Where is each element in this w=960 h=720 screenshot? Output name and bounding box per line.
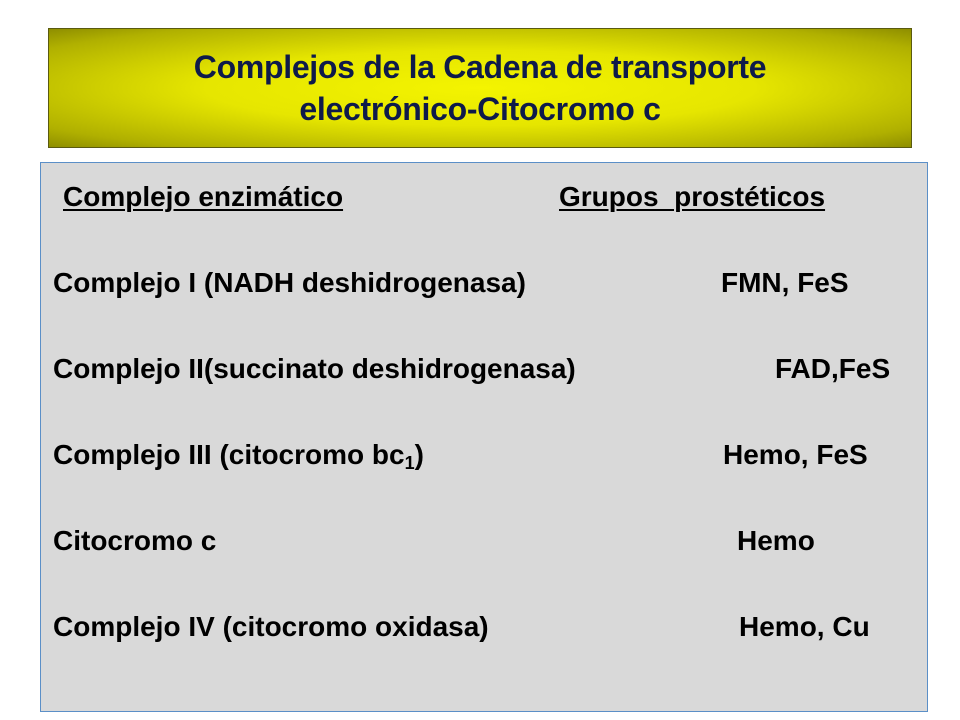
header-groups: Grupos prostéticos xyxy=(559,181,826,212)
row-enzyme: Complejo IV (citocromo oxidasa) xyxy=(53,611,489,642)
header-enzyme: Complejo enzimático xyxy=(63,181,344,212)
row-enzyme: Complejo I (NADH deshidrogenasa) xyxy=(53,267,526,298)
row-groups: Hemo, Cu xyxy=(739,611,870,642)
table-row xyxy=(41,521,927,561)
row-groups: Hemo, FeS xyxy=(723,439,868,470)
title-line-1: Complejos de la Cadena de transporte xyxy=(193,49,767,85)
title-banner xyxy=(48,28,912,148)
row-enzyme: Citocromo c xyxy=(53,525,217,556)
row-enzyme-text: Complejo III (citocromo bc xyxy=(53,439,405,470)
table-header-row xyxy=(41,177,927,217)
row-enzyme xyxy=(53,435,424,475)
row-groups: FMN, FeS xyxy=(721,267,849,298)
table-row xyxy=(41,607,927,647)
table-row xyxy=(41,263,927,303)
row-enzyme: Complejo II(succinato deshidrogenasa) xyxy=(53,353,576,384)
table-row xyxy=(41,435,927,475)
enzyme-table xyxy=(40,162,928,712)
title-line-2: electrónico-Citocromo c xyxy=(299,91,661,127)
row-enzyme-close: ) xyxy=(414,439,424,470)
row-groups: FAD,FeS xyxy=(775,353,891,384)
table-row xyxy=(41,349,927,389)
row-enzyme-subscript: 1 xyxy=(404,453,415,473)
row-groups: Hemo xyxy=(737,525,815,556)
